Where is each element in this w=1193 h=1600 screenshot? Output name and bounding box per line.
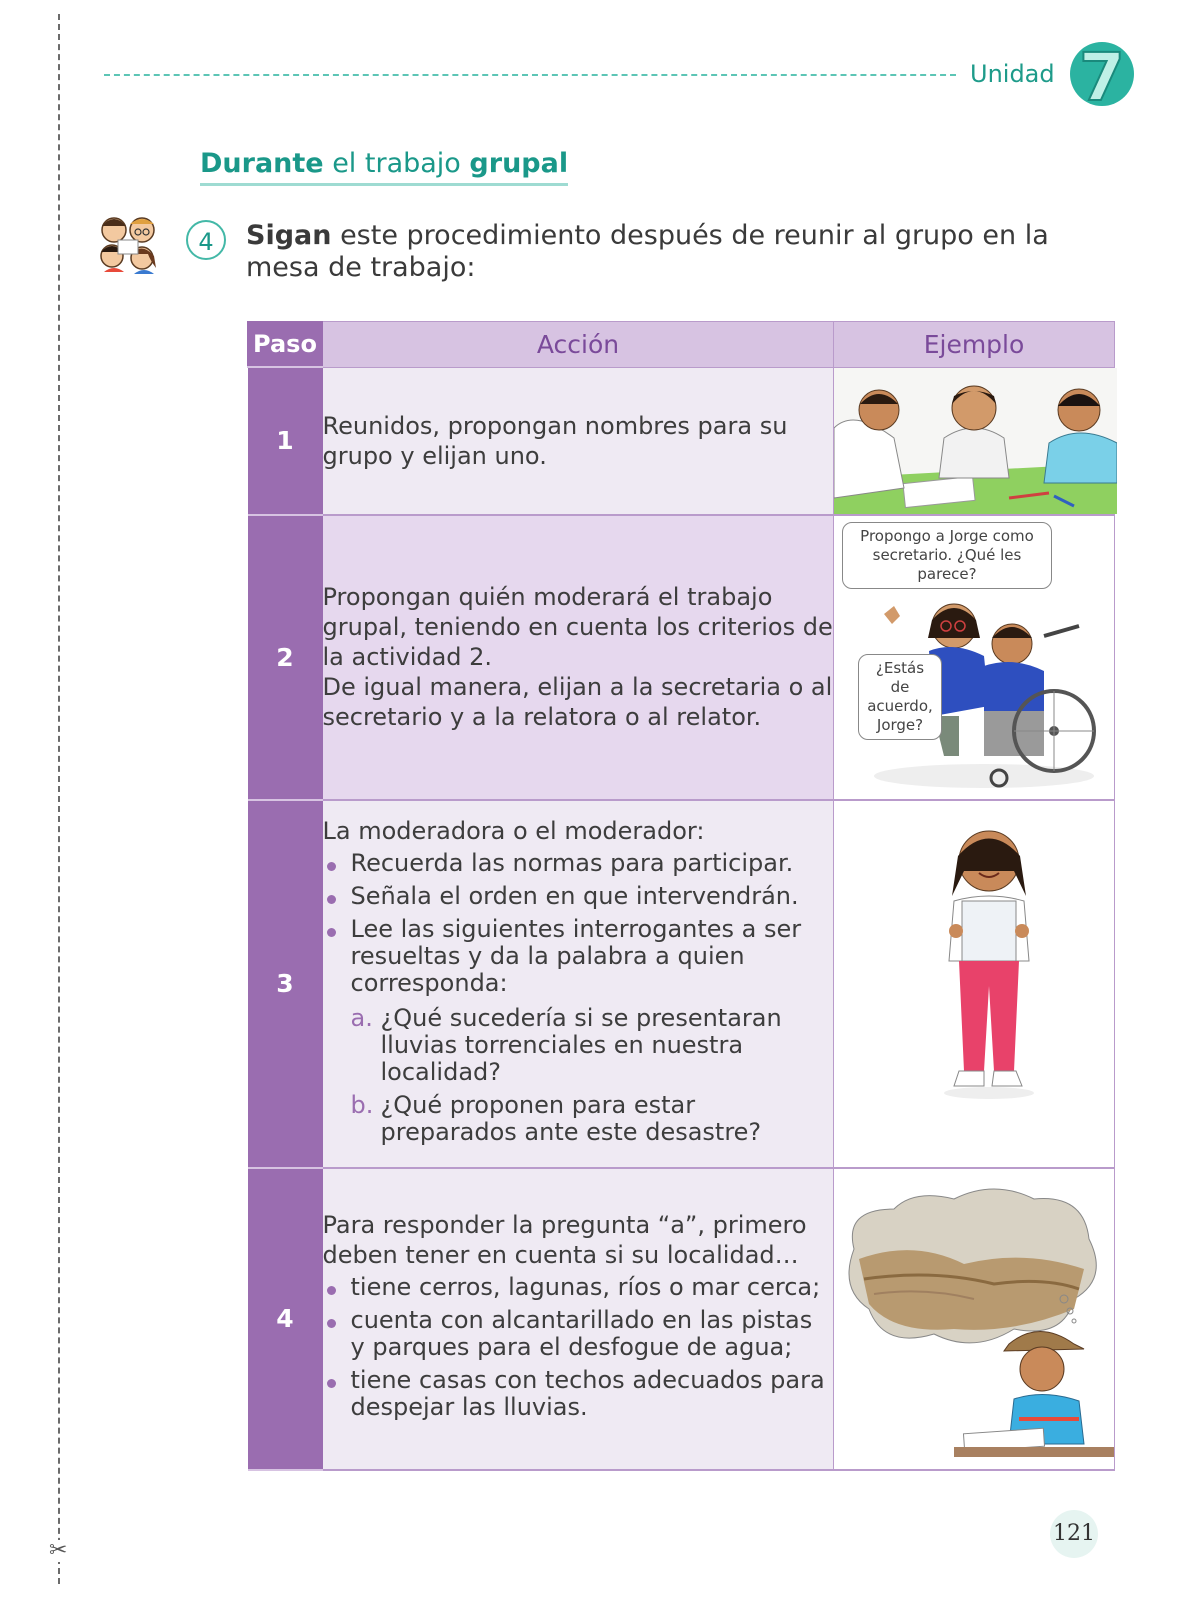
- table-row: [248, 515, 1115, 800]
- list-item: cuenta con alcantarillado en las pistas y parques para el desfogue de agua;: [323, 1307, 834, 1361]
- page-number: 121: [1050, 1510, 1098, 1558]
- list-item: Lee las siguientes interrogantes a ser resueltas y da la palabra a quien corresponda:: [323, 916, 834, 997]
- accion-line-1: Propongan quién moderará el trabajo grupal, teniendo en cuenta los criterios de la actividad 2.: [322, 583, 833, 671]
- paso-number: 4: [248, 1168, 323, 1470]
- list-item: Recuerda las normas para participar.: [323, 850, 834, 877]
- paso-number: 3: [248, 800, 323, 1168]
- moderator-bullets: [323, 850, 834, 997]
- question-text: ¿Qué proponen para estar preparados ante este desastre?: [380, 1090, 762, 1146]
- header-paso: Paso: [248, 322, 323, 368]
- activity-verb: Sigan: [246, 220, 332, 251]
- header-ejemplo: Ejemplo: [834, 322, 1115, 368]
- list-item: tiene casas con techos adecuados para despejar las lluvias.: [323, 1367, 834, 1421]
- scissors-icon: ✂: [49, 1538, 68, 1563]
- header-accion: Acción: [323, 322, 834, 368]
- activity-instruction: [246, 220, 1106, 284]
- unit-badge: [1060, 36, 1150, 126]
- example-illustration-wheelchair: [834, 515, 1115, 800]
- example-illustration-girl-reading: [834, 800, 1115, 1168]
- example-illustration-children-table: [834, 367, 1115, 515]
- unit-label: Unidad: [970, 60, 1055, 88]
- paso-number: 2: [248, 515, 323, 800]
- section-title-middle: el trabajo: [323, 148, 470, 179]
- accion-text: [323, 800, 834, 1168]
- speech-bubble-side: ¿Estás de acuerdo, Jorge?: [858, 654, 942, 740]
- example-illustration-boy-thinking-flood: [834, 1168, 1115, 1470]
- procedure-table: [247, 321, 1115, 1471]
- group-work-icon: [94, 212, 164, 278]
- cut-line: [58, 14, 60, 1584]
- activity-text: este procedimiento después de reunir al grupo en la mesa de trabajo:: [246, 220, 1049, 283]
- moderator-intro: La moderadora o el moderador:: [322, 816, 705, 845]
- section-title-bold-last: grupal: [469, 148, 569, 179]
- list-item: Señala el orden en que intervendrán.: [323, 883, 834, 910]
- list-item: tiene cerros, lagunas, ríos o mar cerca;: [323, 1274, 834, 1301]
- header-dashed-line: [104, 74, 956, 76]
- accion-text: [323, 1168, 834, 1470]
- activity-number: 4: [186, 220, 226, 260]
- table-row: [248, 800, 1115, 1168]
- accion-line-2: De igual manera, elijan a la secretaria o al secretario y a la relatora o al relator.: [322, 673, 833, 731]
- question-list: [351, 1005, 834, 1146]
- question-item-a: [351, 1005, 834, 1086]
- section-title-bold-first: Durante: [200, 148, 324, 179]
- question-text: ¿Qué sucedería si se presentaran lluvias torrenciales en nuestra localidad?: [380, 1003, 782, 1086]
- paso-number: 1: [248, 367, 323, 515]
- section-title: [200, 148, 568, 186]
- question-letter: b.: [350, 1090, 374, 1119]
- accion-text: [323, 515, 834, 800]
- table-row: [248, 1168, 1115, 1470]
- table-header-row: [248, 322, 1115, 368]
- speech-bubble-top: Propongo a Jorge como secretario. ¿Qué les parece?: [842, 522, 1052, 589]
- table-row: [248, 367, 1115, 515]
- accion-text: Reunidos, propongan nombres para su grupo y elijan uno.: [323, 367, 834, 515]
- question-item-b: [351, 1092, 834, 1146]
- question-letter: a.: [350, 1003, 373, 1032]
- question-a-intro: Para responder la pregunta “a”, primero deben tener en cuenta si su localidad…: [322, 1211, 807, 1269]
- unit-number: 7: [1079, 39, 1125, 116]
- locality-bullets: [323, 1274, 834, 1421]
